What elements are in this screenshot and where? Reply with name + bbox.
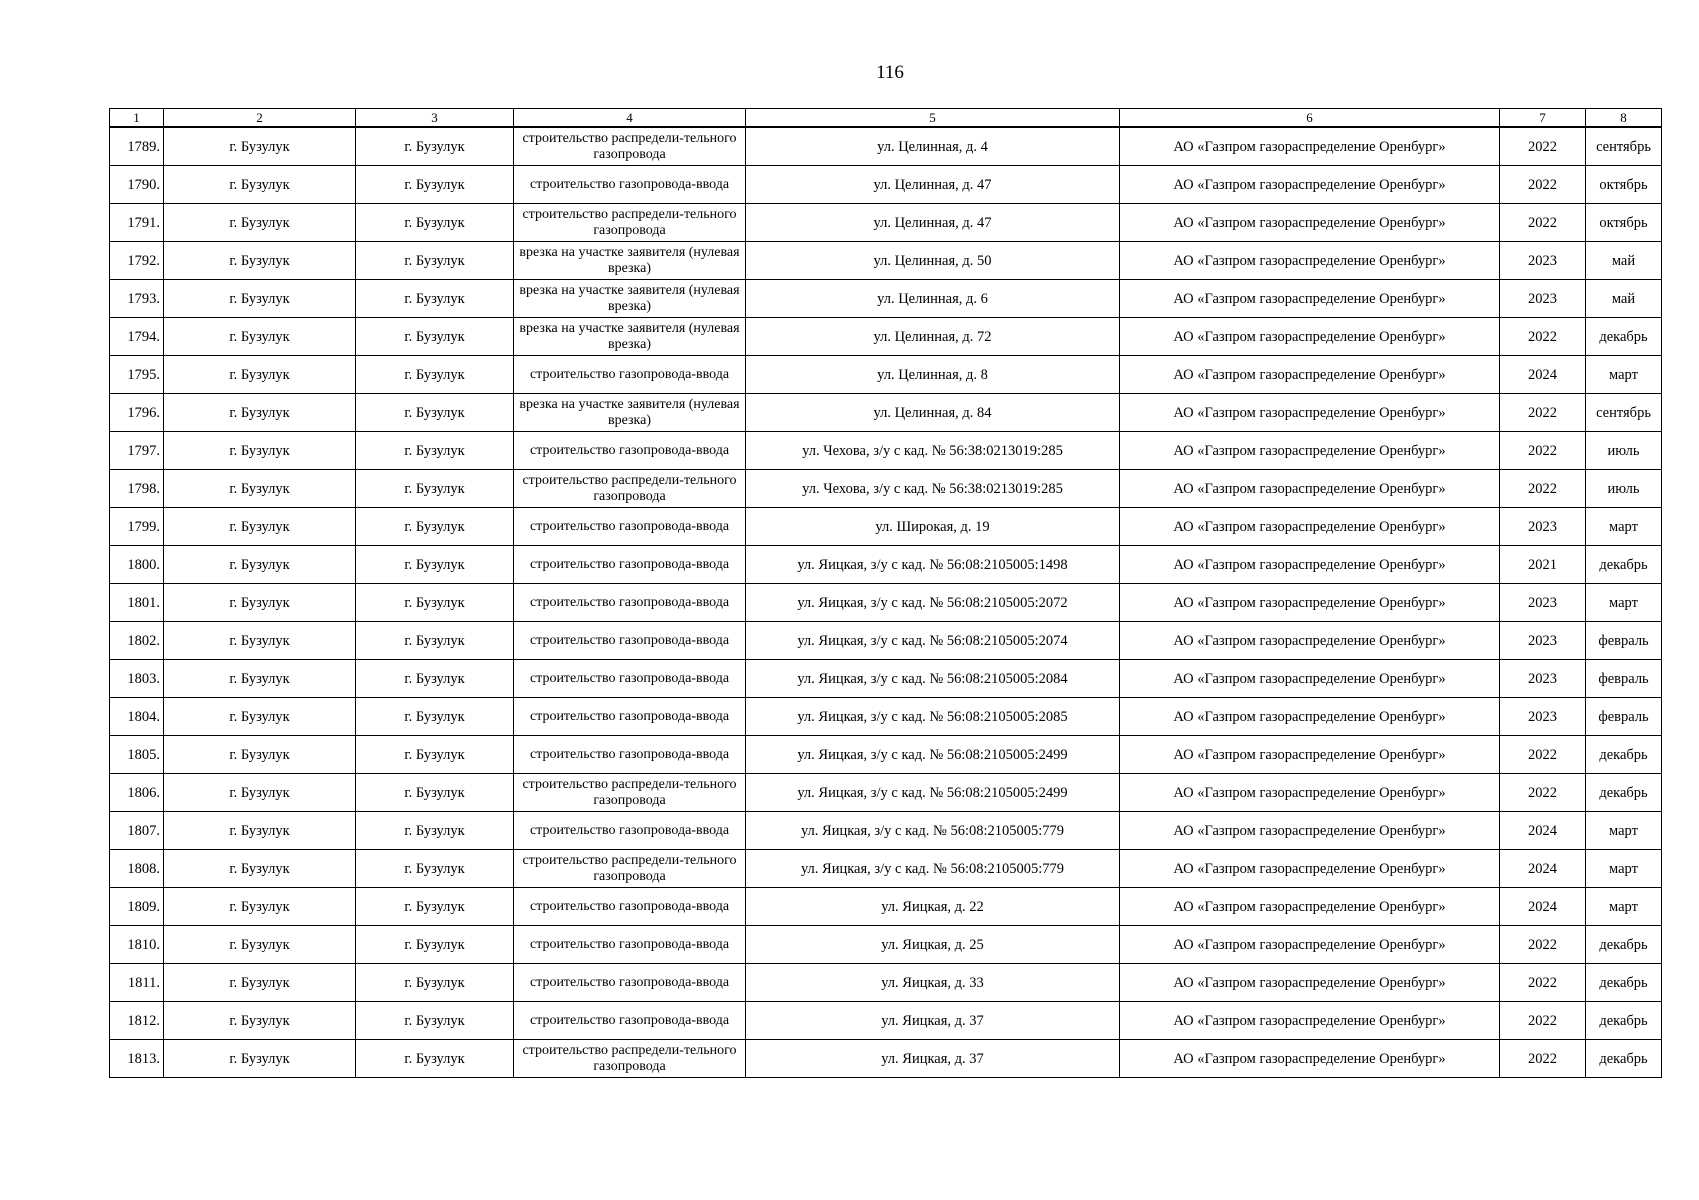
month-cell: май bbox=[1586, 280, 1662, 318]
column-number: 8 bbox=[1586, 109, 1662, 128]
district-cell: г. Бузулук bbox=[164, 356, 356, 394]
work-type-cell: строительство газопровода-ввода bbox=[514, 432, 746, 470]
table-row bbox=[110, 356, 1662, 394]
organization-cell: АО «Газпром газораспределение Оренбург» bbox=[1120, 660, 1500, 698]
work-type-cell: врезка на участке заявителя (нулевая врезка) bbox=[514, 394, 746, 432]
district-cell: г. Бузулук bbox=[164, 736, 356, 774]
year-cell: 2023 bbox=[1500, 622, 1586, 660]
month-cell: декабрь bbox=[1586, 1002, 1662, 1040]
row-number: 1799. bbox=[110, 508, 164, 546]
locality-cell: г. Бузулук bbox=[356, 660, 514, 698]
address-cell: ул. Яицкая, з/у с кад. № 56:08:2105005:2072 bbox=[746, 584, 1120, 622]
locality-cell: г. Бузулук bbox=[356, 850, 514, 888]
organization-cell: АО «Газпром газораспределение Оренбург» bbox=[1120, 394, 1500, 432]
work-type-cell: врезка на участке заявителя (нулевая врезка) bbox=[514, 318, 746, 356]
column-number: 3 bbox=[356, 109, 514, 128]
district-cell: г. Бузулук bbox=[164, 850, 356, 888]
district-cell: г. Бузулук bbox=[164, 964, 356, 1002]
month-cell: февраль bbox=[1586, 622, 1662, 660]
organization-cell: АО «Газпром газораспределение Оренбург» bbox=[1120, 508, 1500, 546]
work-type-cell: строительство газопровода-ввода bbox=[514, 584, 746, 622]
row-number: 1793. bbox=[110, 280, 164, 318]
table-row bbox=[110, 508, 1662, 546]
work-type-cell: строительство распредели-тельного газопровода bbox=[514, 204, 746, 242]
month-cell: март bbox=[1586, 584, 1662, 622]
district-cell: г. Бузулук bbox=[164, 318, 356, 356]
work-type-cell: строительство газопровода-ввода bbox=[514, 622, 746, 660]
address-cell: ул. Яицкая, д. 33 bbox=[746, 964, 1120, 1002]
row-number: 1810. bbox=[110, 926, 164, 964]
address-cell: ул. Широкая, д. 19 bbox=[746, 508, 1120, 546]
organization-cell: АО «Газпром газораспределение Оренбург» bbox=[1120, 546, 1500, 584]
work-type-cell: строительство распредели-тельного газопровода bbox=[514, 850, 746, 888]
row-number: 1794. bbox=[110, 318, 164, 356]
district-cell: г. Бузулук bbox=[164, 242, 356, 280]
table-row bbox=[110, 736, 1662, 774]
year-cell: 2024 bbox=[1500, 812, 1586, 850]
year-cell: 2022 bbox=[1500, 470, 1586, 508]
table-row bbox=[110, 622, 1662, 660]
column-number: 2 bbox=[164, 109, 356, 128]
organization-cell: АО «Газпром газораспределение Оренбург» bbox=[1120, 318, 1500, 356]
district-cell: г. Бузулук bbox=[164, 546, 356, 584]
row-number: 1812. bbox=[110, 1002, 164, 1040]
address-cell: ул. Целинная, д. 84 bbox=[746, 394, 1120, 432]
organization-cell: АО «Газпром газораспределение Оренбург» bbox=[1120, 888, 1500, 926]
organization-cell: АО «Газпром газораспределение Оренбург» bbox=[1120, 127, 1500, 166]
work-type-cell: строительство газопровода-ввода bbox=[514, 546, 746, 584]
column-number: 1 bbox=[110, 109, 164, 128]
year-cell: 2024 bbox=[1500, 850, 1586, 888]
organization-cell: АО «Газпром газораспределение Оренбург» bbox=[1120, 470, 1500, 508]
address-cell: ул. Яицкая, д. 37 bbox=[746, 1002, 1120, 1040]
district-cell: г. Бузулук bbox=[164, 166, 356, 204]
month-cell: декабрь bbox=[1586, 736, 1662, 774]
district-cell: г. Бузулук bbox=[164, 584, 356, 622]
address-cell: ул. Яицкая, д. 22 bbox=[746, 888, 1120, 926]
address-cell: ул. Яицкая, з/у с кад. № 56:08:2105005:2074 bbox=[746, 622, 1120, 660]
month-cell: май bbox=[1586, 242, 1662, 280]
row-number: 1797. bbox=[110, 432, 164, 470]
work-type-cell: строительство распредели-тельного газопровода bbox=[514, 470, 746, 508]
work-type-cell: строительство газопровода-ввода bbox=[514, 926, 746, 964]
month-cell: декабрь bbox=[1586, 546, 1662, 584]
month-cell: февраль bbox=[1586, 698, 1662, 736]
year-cell: 2021 bbox=[1500, 546, 1586, 584]
district-cell: г. Бузулук bbox=[164, 622, 356, 660]
district-cell: г. Бузулук bbox=[164, 394, 356, 432]
year-cell: 2022 bbox=[1500, 1040, 1586, 1078]
locality-cell: г. Бузулук bbox=[356, 698, 514, 736]
month-cell: июль bbox=[1586, 470, 1662, 508]
month-cell: октябрь bbox=[1586, 204, 1662, 242]
work-type-cell: строительство газопровода-ввода bbox=[514, 812, 746, 850]
address-cell: ул. Целинная, д. 6 bbox=[746, 280, 1120, 318]
table-row bbox=[110, 774, 1662, 812]
locality-cell: г. Бузулук bbox=[356, 736, 514, 774]
work-type-cell: строительство распредели-тельного газопровода bbox=[514, 127, 746, 166]
locality-cell: г. Бузулук bbox=[356, 204, 514, 242]
organization-cell: АО «Газпром газораспределение Оренбург» bbox=[1120, 356, 1500, 394]
locality-cell: г. Бузулук bbox=[356, 470, 514, 508]
locality-cell: г. Бузулук bbox=[356, 584, 514, 622]
table-row bbox=[110, 888, 1662, 926]
locality-cell: г. Бузулук bbox=[356, 622, 514, 660]
district-cell: г. Бузулук bbox=[164, 888, 356, 926]
gasification-table bbox=[109, 108, 1662, 1078]
address-cell: ул. Яицкая, з/у с кад. № 56:08:2105005:2084 bbox=[746, 660, 1120, 698]
organization-cell: АО «Газпром газораспределение Оренбург» bbox=[1120, 204, 1500, 242]
work-type-cell: строительство распредели-тельного газопровода bbox=[514, 774, 746, 812]
address-cell: ул. Яицкая, з/у с кад. № 56:08:2105005:2085 bbox=[746, 698, 1120, 736]
locality-cell: г. Бузулук bbox=[356, 166, 514, 204]
organization-cell: АО «Газпром газораспределение Оренбург» bbox=[1120, 698, 1500, 736]
column-number: 5 bbox=[746, 109, 1120, 128]
work-type-cell: строительство газопровода-ввода bbox=[514, 1002, 746, 1040]
year-cell: 2022 bbox=[1500, 774, 1586, 812]
month-cell: декабрь bbox=[1586, 926, 1662, 964]
column-number-row bbox=[110, 109, 1662, 128]
year-cell: 2023 bbox=[1500, 660, 1586, 698]
row-number: 1798. bbox=[110, 470, 164, 508]
district-cell: г. Бузулук bbox=[164, 774, 356, 812]
table-row bbox=[110, 812, 1662, 850]
month-cell: март bbox=[1586, 850, 1662, 888]
row-number: 1804. bbox=[110, 698, 164, 736]
work-type-cell: строительство газопровода-ввода bbox=[514, 698, 746, 736]
row-number: 1801. bbox=[110, 584, 164, 622]
year-cell: 2023 bbox=[1500, 508, 1586, 546]
district-cell: г. Бузулук bbox=[164, 812, 356, 850]
district-cell: г. Бузулук bbox=[164, 470, 356, 508]
year-cell: 2022 bbox=[1500, 736, 1586, 774]
locality-cell: г. Бузулук bbox=[356, 964, 514, 1002]
year-cell: 2022 bbox=[1500, 1002, 1586, 1040]
table-row bbox=[110, 850, 1662, 888]
year-cell: 2022 bbox=[1500, 432, 1586, 470]
row-number: 1800. bbox=[110, 546, 164, 584]
table-row bbox=[110, 432, 1662, 470]
month-cell: декабрь bbox=[1586, 774, 1662, 812]
table-row bbox=[110, 1040, 1662, 1078]
month-cell: декабрь bbox=[1586, 964, 1662, 1002]
column-number: 4 bbox=[514, 109, 746, 128]
district-cell: г. Бузулук bbox=[164, 127, 356, 166]
year-cell: 2022 bbox=[1500, 166, 1586, 204]
work-type-cell: строительство газопровода-ввода bbox=[514, 166, 746, 204]
month-cell: декабрь bbox=[1586, 318, 1662, 356]
year-cell: 2023 bbox=[1500, 242, 1586, 280]
row-number: 1806. bbox=[110, 774, 164, 812]
month-cell: февраль bbox=[1586, 660, 1662, 698]
table-row bbox=[110, 964, 1662, 1002]
district-cell: г. Бузулук bbox=[164, 1040, 356, 1078]
address-cell: ул. Яицкая, з/у с кад. № 56:08:2105005:779 bbox=[746, 812, 1120, 850]
organization-cell: АО «Газпром газораспределение Оренбург» bbox=[1120, 1040, 1500, 1078]
row-number: 1811. bbox=[110, 964, 164, 1002]
work-type-cell: строительство газопровода-ввода bbox=[514, 736, 746, 774]
address-cell: ул. Целинная, д. 4 bbox=[746, 127, 1120, 166]
locality-cell: г. Бузулук bbox=[356, 546, 514, 584]
locality-cell: г. Бузулук bbox=[356, 888, 514, 926]
district-cell: г. Бузулук bbox=[164, 280, 356, 318]
address-cell: ул. Чехова, з/у с кад. № 56:38:0213019:285 bbox=[746, 470, 1120, 508]
organization-cell: АО «Газпром газораспределение Оренбург» bbox=[1120, 622, 1500, 660]
locality-cell: г. Бузулук bbox=[356, 356, 514, 394]
address-cell: ул. Яицкая, з/у с кад. № 56:08:2105005:1498 bbox=[746, 546, 1120, 584]
row-number: 1813. bbox=[110, 1040, 164, 1078]
row-number: 1802. bbox=[110, 622, 164, 660]
month-cell: сентябрь bbox=[1586, 127, 1662, 166]
year-cell: 2022 bbox=[1500, 318, 1586, 356]
column-number: 6 bbox=[1120, 109, 1500, 128]
month-cell: март bbox=[1586, 888, 1662, 926]
row-number: 1790. bbox=[110, 166, 164, 204]
organization-cell: АО «Газпром газораспределение Оренбург» bbox=[1120, 584, 1500, 622]
address-cell: ул. Яицкая, з/у с кад. № 56:08:2105005:2499 bbox=[746, 774, 1120, 812]
row-number: 1792. bbox=[110, 242, 164, 280]
year-cell: 2022 bbox=[1500, 964, 1586, 1002]
address-cell: ул. Целинная, д. 8 bbox=[746, 356, 1120, 394]
organization-cell: АО «Газпром газораспределение Оренбург» bbox=[1120, 812, 1500, 850]
table-row bbox=[110, 204, 1662, 242]
organization-cell: АО «Газпром газораспределение Оренбург» bbox=[1120, 926, 1500, 964]
table-row bbox=[110, 127, 1662, 166]
row-number: 1808. bbox=[110, 850, 164, 888]
table-row bbox=[110, 280, 1662, 318]
table-row bbox=[110, 1002, 1662, 1040]
work-type-cell: строительство газопровода-ввода bbox=[514, 888, 746, 926]
district-cell: г. Бузулук bbox=[164, 660, 356, 698]
district-cell: г. Бузулук bbox=[164, 926, 356, 964]
year-cell: 2024 bbox=[1500, 356, 1586, 394]
table-row bbox=[110, 166, 1662, 204]
organization-cell: АО «Газпром газораспределение Оренбург» bbox=[1120, 1002, 1500, 1040]
year-cell: 2023 bbox=[1500, 698, 1586, 736]
month-cell: июль bbox=[1586, 432, 1662, 470]
locality-cell: г. Бузулук bbox=[356, 774, 514, 812]
row-number: 1807. bbox=[110, 812, 164, 850]
work-type-cell: врезка на участке заявителя (нулевая врезка) bbox=[514, 242, 746, 280]
locality-cell: г. Бузулук bbox=[356, 508, 514, 546]
row-number: 1803. bbox=[110, 660, 164, 698]
organization-cell: АО «Газпром газораспределение Оренбург» bbox=[1120, 166, 1500, 204]
row-number: 1795. bbox=[110, 356, 164, 394]
row-number: 1789. bbox=[110, 127, 164, 166]
work-type-cell: строительство газопровода-ввода bbox=[514, 508, 746, 546]
table-row bbox=[110, 470, 1662, 508]
locality-cell: г. Бузулук bbox=[356, 926, 514, 964]
address-cell: ул. Яицкая, д. 25 bbox=[746, 926, 1120, 964]
row-number: 1809. bbox=[110, 888, 164, 926]
month-cell: март bbox=[1586, 508, 1662, 546]
organization-cell: АО «Газпром газораспределение Оренбург» bbox=[1120, 774, 1500, 812]
address-cell: ул. Яицкая, з/у с кад. № 56:08:2105005:779 bbox=[746, 850, 1120, 888]
district-cell: г. Бузулук bbox=[164, 508, 356, 546]
table-row bbox=[110, 584, 1662, 622]
address-cell: ул. Целинная, д. 47 bbox=[746, 204, 1120, 242]
district-cell: г. Бузулук bbox=[164, 432, 356, 470]
address-cell: ул. Яицкая, д. 37 bbox=[746, 1040, 1120, 1078]
work-type-cell: строительство распредели-тельного газопровода bbox=[514, 1040, 746, 1078]
month-cell: октябрь bbox=[1586, 166, 1662, 204]
district-cell: г. Бузулук bbox=[164, 698, 356, 736]
locality-cell: г. Бузулук bbox=[356, 1040, 514, 1078]
year-cell: 2022 bbox=[1500, 394, 1586, 432]
address-cell: ул. Целинная, д. 50 bbox=[746, 242, 1120, 280]
table-row bbox=[110, 394, 1662, 432]
work-type-cell: строительство газопровода-ввода bbox=[514, 964, 746, 1002]
locality-cell: г. Бузулук bbox=[356, 318, 514, 356]
work-type-cell: строительство газопровода-ввода bbox=[514, 660, 746, 698]
address-cell: ул. Целинная, д. 72 bbox=[746, 318, 1120, 356]
locality-cell: г. Бузулук bbox=[356, 394, 514, 432]
year-cell: 2022 bbox=[1500, 926, 1586, 964]
month-cell: сентябрь bbox=[1586, 394, 1662, 432]
table-row bbox=[110, 242, 1662, 280]
page-number: 116 bbox=[876, 62, 904, 83]
month-cell: март bbox=[1586, 356, 1662, 394]
organization-cell: АО «Газпром газораспределение Оренбург» bbox=[1120, 736, 1500, 774]
work-type-cell: строительство газопровода-ввода bbox=[514, 356, 746, 394]
work-type-cell: врезка на участке заявителя (нулевая врезка) bbox=[514, 280, 746, 318]
address-cell: ул. Чехова, з/у с кад. № 56:38:0213019:285 bbox=[746, 432, 1120, 470]
table-row bbox=[110, 926, 1662, 964]
month-cell: декабрь bbox=[1586, 1040, 1662, 1078]
table-row bbox=[110, 546, 1662, 584]
month-cell: март bbox=[1586, 812, 1662, 850]
organization-cell: АО «Газпром газораспределение Оренбург» bbox=[1120, 964, 1500, 1002]
locality-cell: г. Бузулук bbox=[356, 812, 514, 850]
year-cell: 2023 bbox=[1500, 584, 1586, 622]
column-number: 7 bbox=[1500, 109, 1586, 128]
organization-cell: АО «Газпром газораспределение Оренбург» bbox=[1120, 850, 1500, 888]
locality-cell: г. Бузулук bbox=[356, 1002, 514, 1040]
table-row bbox=[110, 660, 1662, 698]
year-cell: 2024 bbox=[1500, 888, 1586, 926]
row-number: 1791. bbox=[110, 204, 164, 242]
address-cell: ул. Целинная, д. 47 bbox=[746, 166, 1120, 204]
address-cell: ул. Яицкая, з/у с кад. № 56:08:2105005:2499 bbox=[746, 736, 1120, 774]
locality-cell: г. Бузулук bbox=[356, 127, 514, 166]
district-cell: г. Бузулук bbox=[164, 204, 356, 242]
locality-cell: г. Бузулук bbox=[356, 432, 514, 470]
locality-cell: г. Бузулук bbox=[356, 280, 514, 318]
table-row bbox=[110, 698, 1662, 736]
organization-cell: АО «Газпром газораспределение Оренбург» bbox=[1120, 280, 1500, 318]
row-number: 1796. bbox=[110, 394, 164, 432]
organization-cell: АО «Газпром газораспределение Оренбург» bbox=[1120, 432, 1500, 470]
year-cell: 2022 bbox=[1500, 204, 1586, 242]
district-cell: г. Бузулук bbox=[164, 1002, 356, 1040]
year-cell: 2023 bbox=[1500, 280, 1586, 318]
organization-cell: АО «Газпром газораспределение Оренбург» bbox=[1120, 242, 1500, 280]
row-number: 1805. bbox=[110, 736, 164, 774]
table-row bbox=[110, 318, 1662, 356]
locality-cell: г. Бузулук bbox=[356, 242, 514, 280]
year-cell: 2022 bbox=[1500, 127, 1586, 166]
